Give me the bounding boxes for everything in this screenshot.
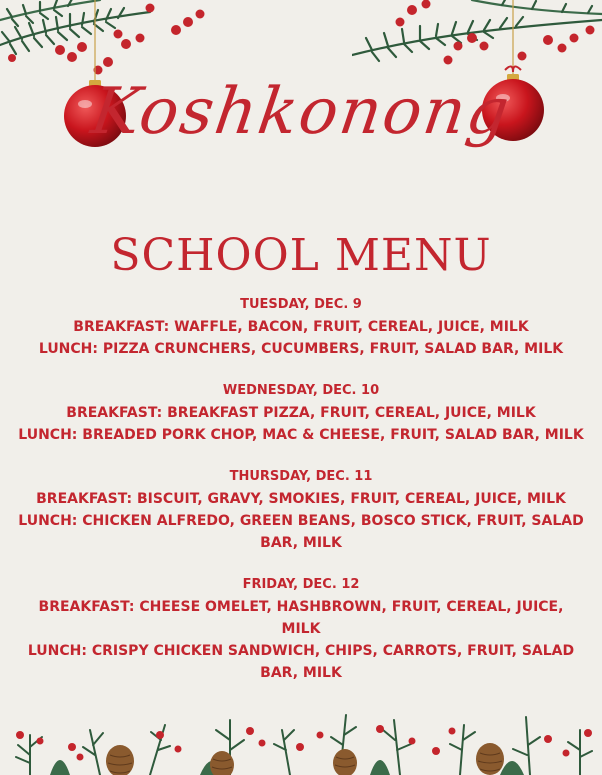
day-thursday — [18, 466, 584, 554]
lunch-line: LUNCH: CRISPY CHICKEN SANDWICH, CHIPS, CARROTS, FRUIT, SALAD BAR, MILK — [27, 643, 575, 681]
pine-garland-icon — [352, 0, 602, 75]
breakfast-line: BREAKFAST: WAFFLE, BACON, FRUIT, CEREAL, JUICE, MILK — [73, 319, 529, 335]
school-name-title: Koshkonong — [86, 75, 516, 149]
day-heading: WEDNESDAY, DEC. 10 — [222, 383, 380, 398]
pine-garland-icon — [0, 695, 602, 775]
day-wednesday — [18, 380, 584, 446]
day-friday — [18, 574, 584, 684]
lunch-line: LUNCH: BREADED PORK CHOP, MAC & CHEESE, FRUIT, SALAD BAR, MILK — [18, 427, 584, 443]
breakfast-line: BREAKFAST: BREAKFAST PIZZA, FRUIT, CEREAL, JUICE, MILK — [66, 405, 536, 421]
menu-days — [18, 294, 584, 704]
day-heading: FRIDAY, DEC. 12 — [242, 577, 360, 592]
day-heading: TUESDAY, DEC. 9 — [240, 297, 362, 312]
day-heading: THURSDAY, DEC. 11 — [229, 469, 373, 484]
day-tuesday — [18, 294, 584, 360]
page-title: SCHOOL MENU — [110, 230, 492, 281]
lunch-line: LUNCH: CHICKEN ALFREDO, GREEN BEANS, BOSCO STICK, FRUIT, SALAD BAR, MILK — [18, 513, 584, 551]
breakfast-line: BREAKFAST: BISCUIT, GRAVY, SMOKIES, FRUIT, CEREAL, JUICE, MILK — [36, 491, 566, 507]
breakfast-line: BREAKFAST: CHEESE OMELET, HASHBROWN, FRUIT, CEREAL, JUICE, MILK — [38, 599, 564, 637]
lunch-line: LUNCH: PIZZA CRUNCHERS, CUCUMBERS, FRUIT, SALAD BAR, MILK — [38, 341, 564, 357]
